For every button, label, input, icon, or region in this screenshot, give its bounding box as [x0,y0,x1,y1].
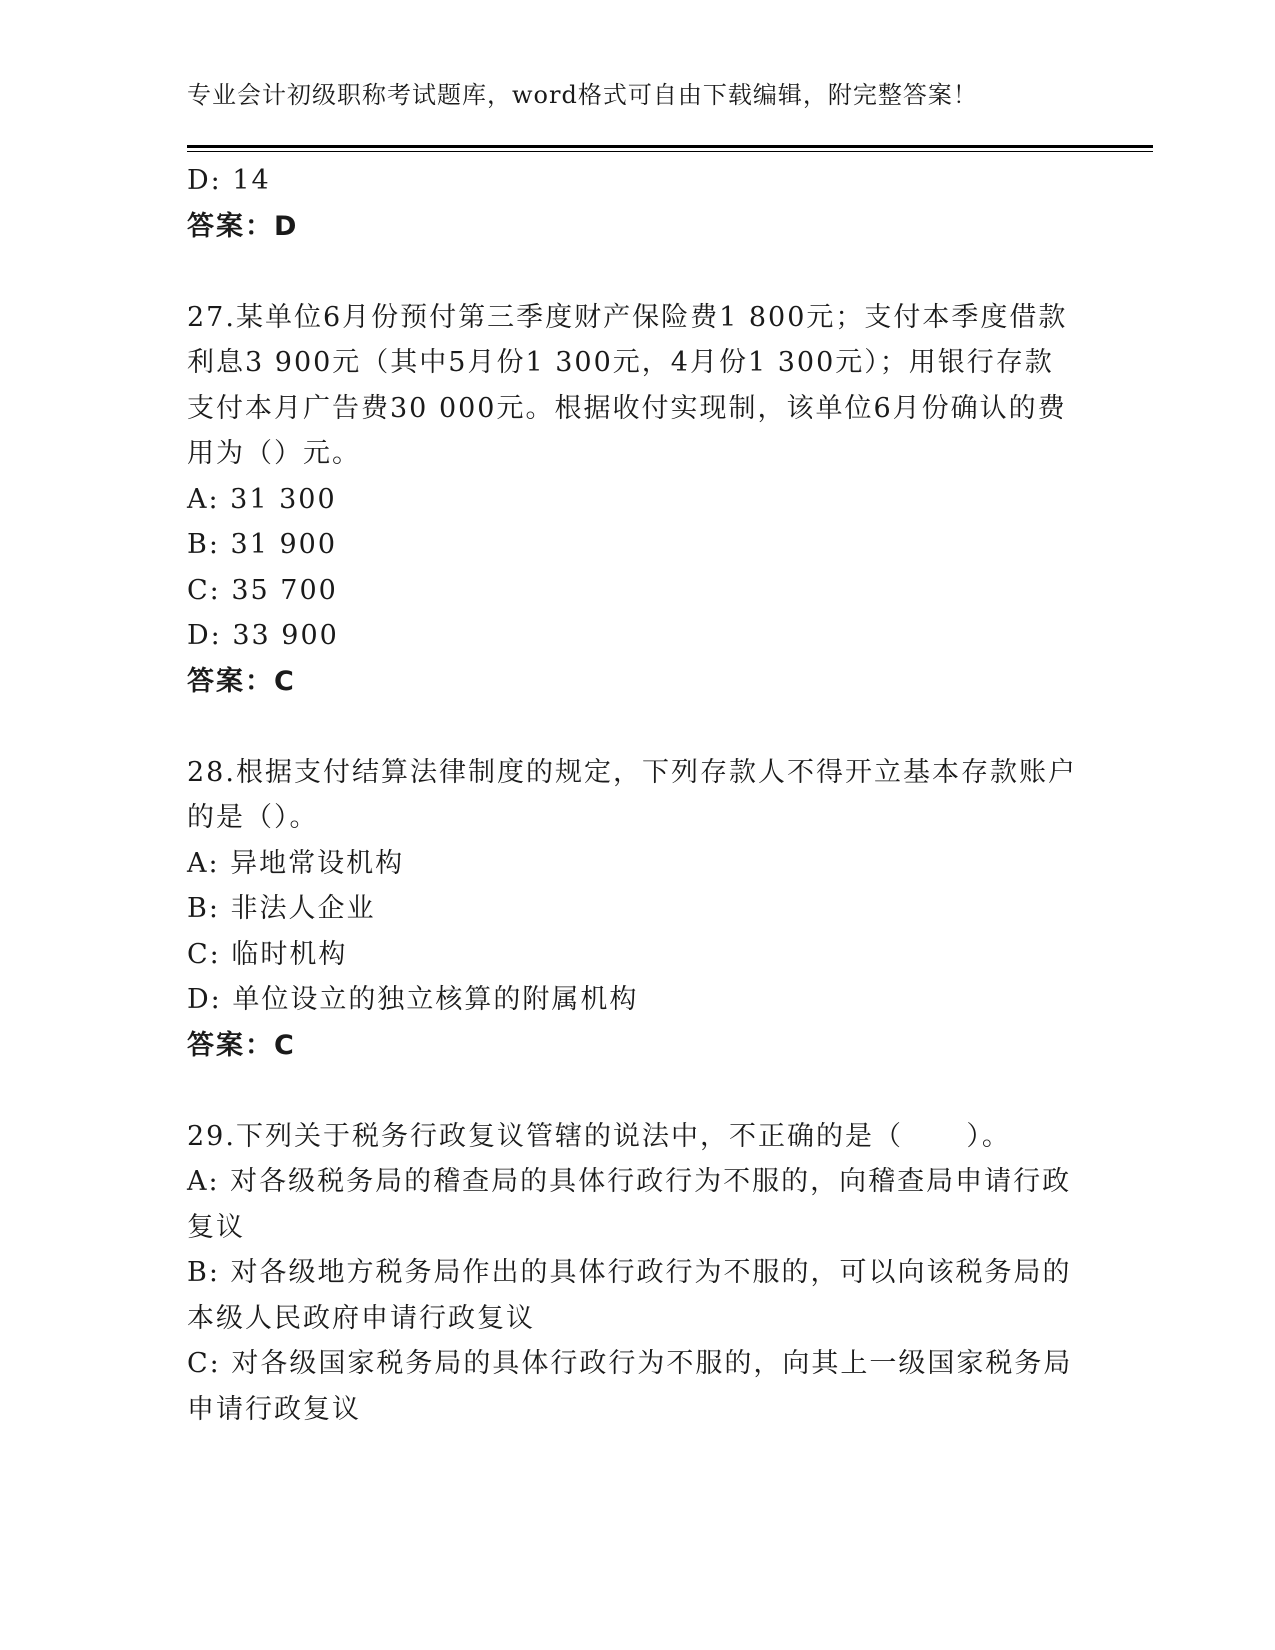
text-line: D: 14 [187,165,271,196]
paragraph-gap [187,1068,1087,1114]
text-line: 利息3 900元（其中5月份1 300元，4月份1 300元）；用银行存款 [187,347,1054,378]
answer-line: 答案：D [187,210,299,242]
answer-line: 答案：C [187,665,296,697]
text-line: 用为（）元。 [187,438,361,469]
answer-line: 答案：C [187,1029,296,1061]
text-line: D: 33 900 [187,620,339,651]
paragraph-gap [187,704,1087,750]
text-line: C: 对各级国家税务局的具体行政行为不服的，向其上一级国家税务局 [187,1348,1073,1379]
text-line: 本级人民政府申请行政复议 [187,1302,535,1334]
text-line: 28.根据支付结算法律制度的规定，下列存款人不得开立基本存款账户 [187,756,1077,788]
text-line: A: 对各级税务局的稽查局的具体行政行为不服的，向稽查局申请行政 [187,1166,1072,1197]
text-line: B: 非法人企业 [187,893,376,924]
text-line: 申请行政复议 [187,1393,361,1425]
text-line: 的是（）。 [187,802,319,833]
paragraph-gap [187,249,1087,295]
text-line: C: 临时机构 [187,938,348,970]
text-line: A: 异地常设机构 [187,847,405,879]
text-line: D: 单位设立的独立核算的附属机构 [187,984,639,1015]
text-line: B: 31 900 [187,529,337,560]
page-header: 专业会计初级职称考试题库，word格式可自由下载编辑，附完整答案！ [187,81,978,109]
header-rule-thin [187,151,1153,152]
document-body [187,158,1087,1432]
text-line: 支付本月广告费30 000元。根据收付实现制，该单位6月份确认的费 [187,392,1067,424]
text-line: 复议 [187,1211,245,1243]
header-rule-thick [187,145,1153,148]
text-line: B: 对各级地方税务局作出的具体行政行为不服的，可以向该税务局的 [187,1257,1072,1288]
text-line: 27.某单位6月份预付第三季度财产保险费1 800元；支付本季度借款 [187,301,1068,333]
text-line: 29.下列关于税务行政复议管辖的说法中，不正确的是（ ）。 [187,1120,1011,1152]
text-line: A: 31 300 [187,483,337,515]
text-line: C: 35 700 [187,574,338,606]
